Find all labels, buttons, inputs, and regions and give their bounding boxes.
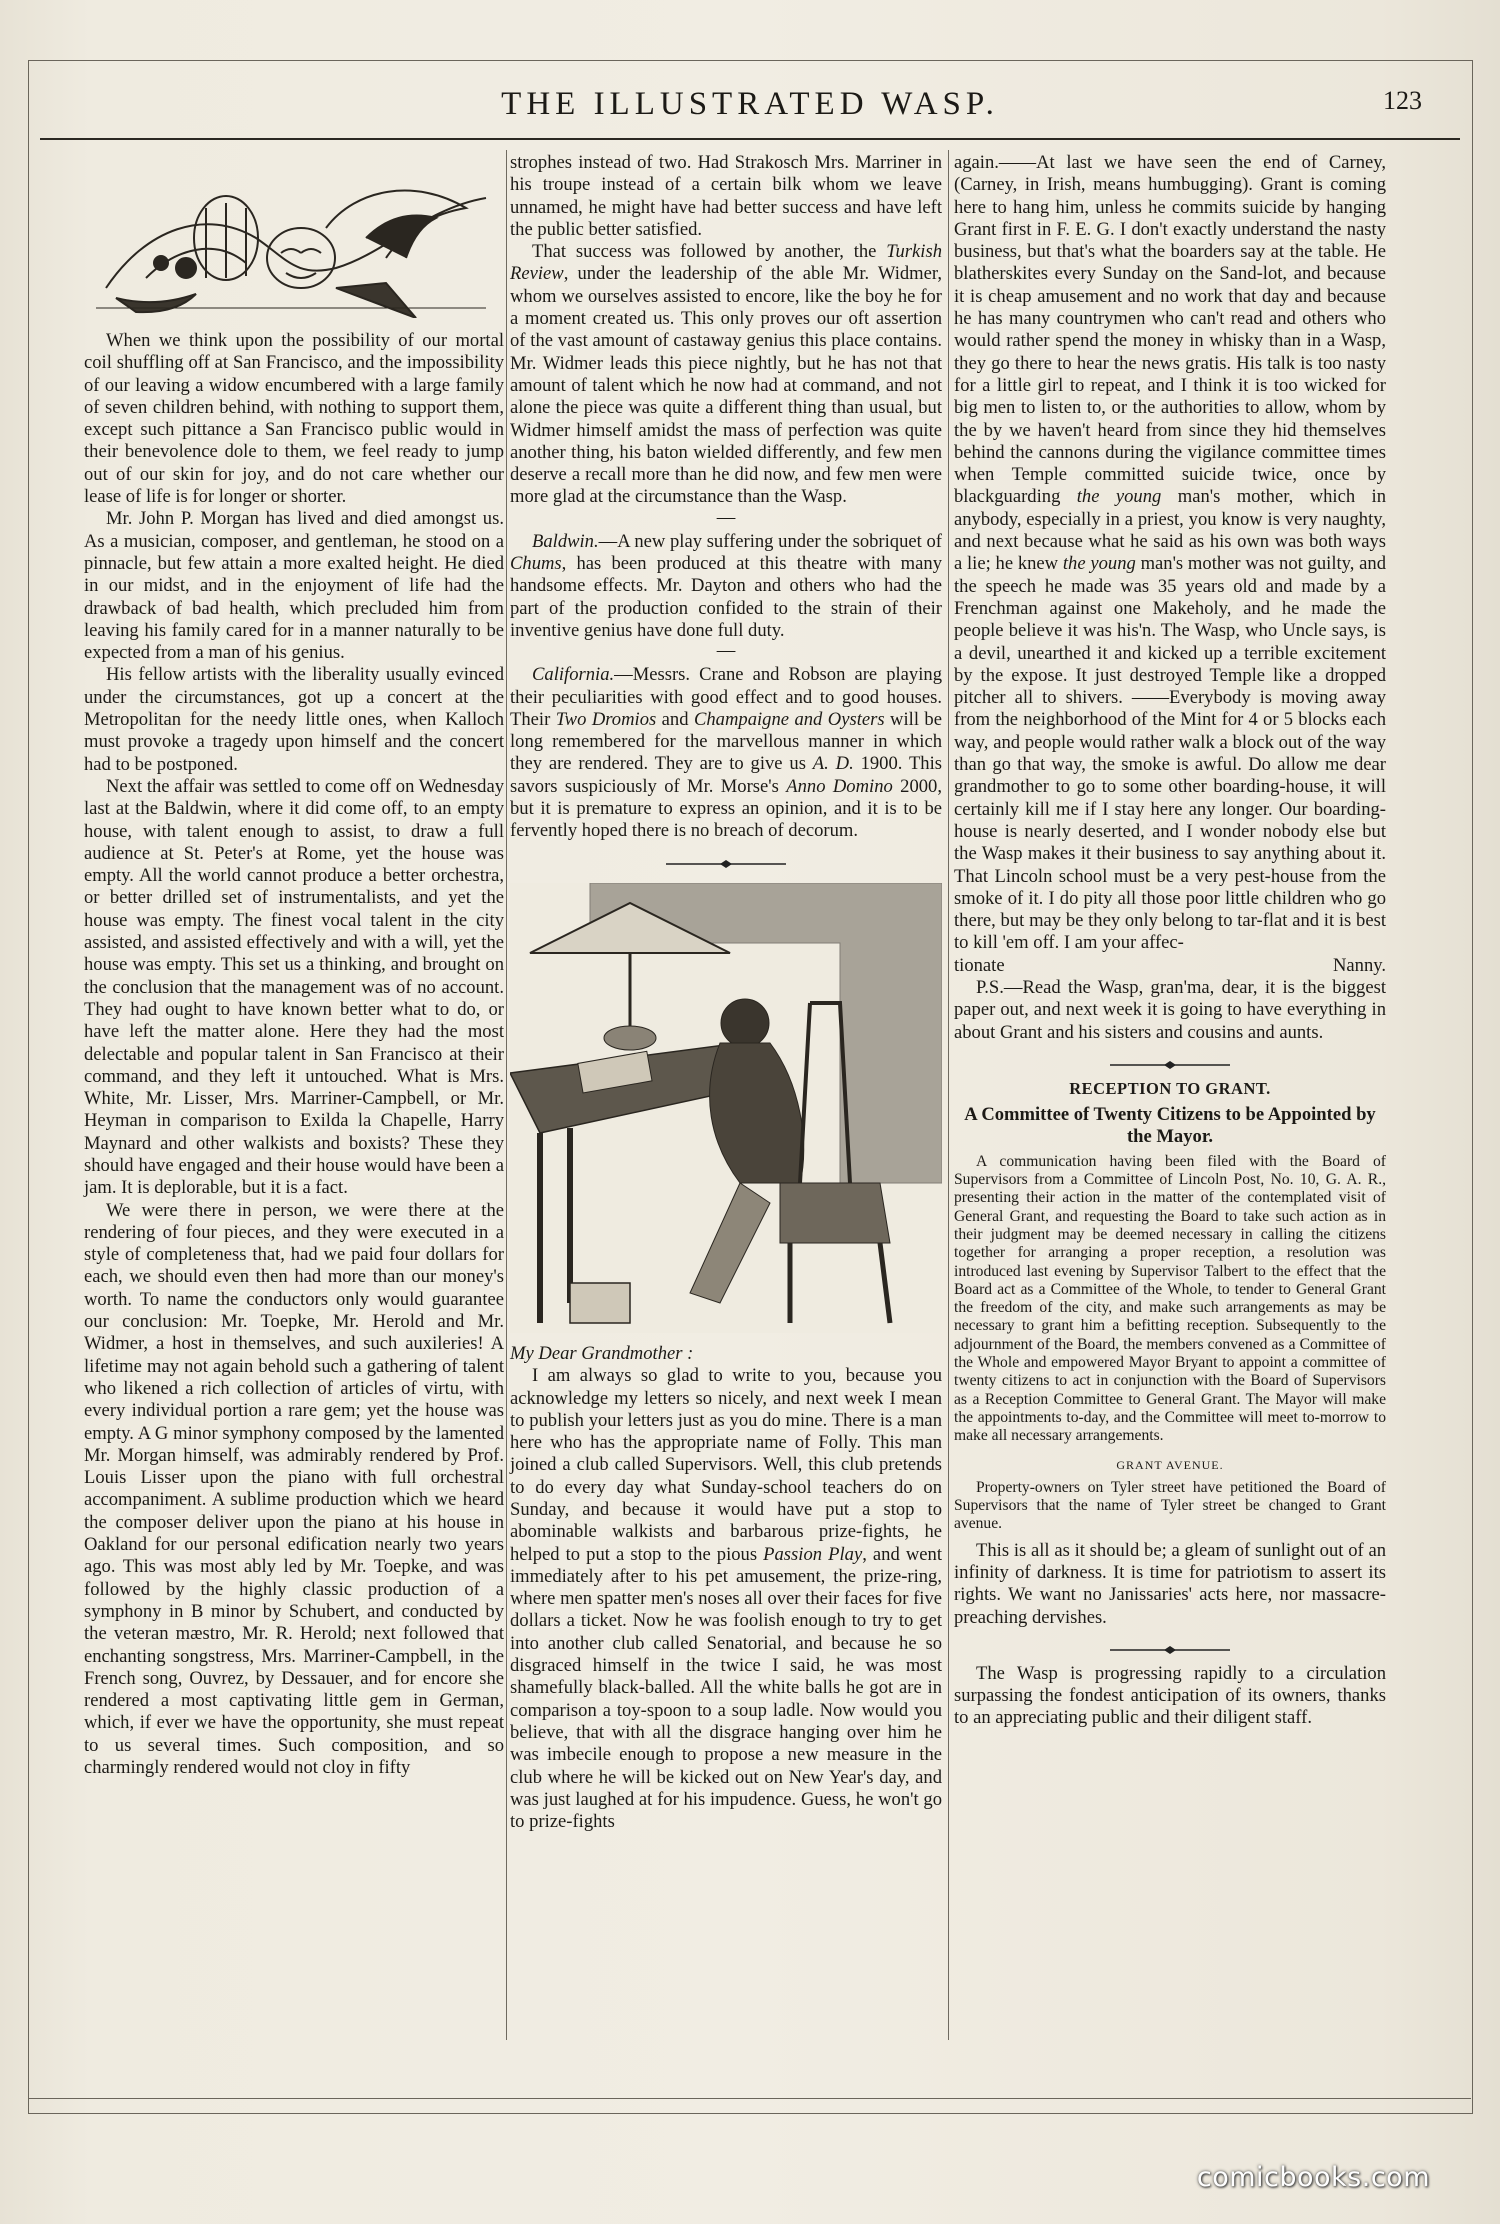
salutation: My Dear Grandmother : [510, 1342, 694, 1364]
column-1 [84, 330, 504, 1779]
paragraph: I am always so glad to write to you, because you acknowledge my letters so nicely, and next week I mean to publish your letters just as you do mine. There is a man here who has the appropriate name of Folly. This man joined a club called Supervisors. Well, this club pretends to do every day what Sunday-school teachers do on Sunday, and because it would have put a stop to abominable walkists and barbarous prize-fights, he helped to put a stop to the pious Passion Play, and went immediately after to his pet amusement, the prize-ring, where men spatter men's noses all over their faces for five dollars a ticket. Now he was foolish enough to try to get into another club called Senatorial, and because he so disgraced himself in the twice I said, he was most shamefully black-balled. All the white balls he got are in comparison a toy-spoon to a soup ladle. Now would you believe, that with all the disgrace hanging over him he was imbecile enough to propose a new measure in the club where he will be kicked out on New Year's day, and was just laughed at for his impudence. Guess, he won't go to prize-fights [510, 1365, 943, 1833]
column-divider [948, 150, 949, 2040]
illustration-girl-writing [510, 883, 942, 1333]
masthead [40, 78, 1460, 138]
section-separator [510, 853, 942, 867]
signature-line [954, 955, 1386, 977]
watermark: comicbooks.com [1196, 2162, 1430, 2193]
section-separator [954, 1639, 1386, 1653]
paragraph: A communication having been filed with the Board of Supervisors from a Committee of Lincoln Post, No. 10, G. A. R., presenting their action in the matter of the contemplated visit of General Grant, and requesting the Board to take such action as in their judgment may be deemed necessary in calling the citizens together for arranging a proper reception, a resolution was introduced last evening by Supervisor Talbert to the effect that the Board act as a Committee of the Whole, to tender to General Grant the freedom of the city, and make such arrangements as may be necessary to grant him a befitting reception. Subsequently to the adjournment of the Board, the members convened as a Committee of the Whole and empowered Mayor Bryant to appoint a committee of twenty citizens to act in conjunction with the Board of Supervisors as a Reception Committee to General Grant. The Mayor will make the appointments to-day, and the Committee will meet to-morrow to make all necessary arrangements. [954, 1152, 1386, 1445]
paragraph: Next the affair was settled to come off on Wednesday last at the Baldwin, where it did come off, to an empty house, with talent enough to assist, to draw a full audience at St. Peter's at Rome, yet the house was empty. All the world cannot produce a better orchestra, or better drilled set of instrumentalists, and yet the house was empty. The finest vocal talent in the city assisted, and assisted effectively and with a will, yet the house was empty. This set us a thinking, and brought on the conclusion that the management was of no account. They had ought to have known better what to do, or have left the matter alone. Here they had the most delectable and popular talent in San Francisco at their command, and they left it untouched. What is Mrs. White, Mr. Lisser, Mrs. Marriner-Campbell, or Mr. Heyman in comparison to Exilda la Chapelle, Harry Maynard and other walkists and boxists? These they should have engaged and their house would have been a jam. It is deplorable, but it is a fact. [84, 775, 504, 1199]
paragraph: Property-owners on Tyler street have petitioned the Board of Supervisors that the name of Tyler street be changed to Grant avenue. [954, 1478, 1386, 1533]
article-subheading: A Committee of Twenty Citizens to be Appointed by the Mayor. [964, 1104, 1376, 1148]
paragraph: That success was followed by another, the Turkish Review, under the leadership of the able Mr. Widmer, whom we ourselves assisted to encore, like the boy he for a moment created us. This only proves our oft assertion of the vast amount of castaway genius this place contains. Mr. Widmer leads this piece nightly, but he has not that amount of talent which he now had at command, and not alone the piece was quite a different thing than usual, but Widmer himself amidst the mass of perfection was quite another thing, his baton wielded differently, and few men deserve a recall more than he did now, and few men were more glad at the circumstance than the Wasp. [510, 241, 942, 508]
section-separator [954, 1054, 1386, 1068]
paragraph: Mr. John P. Morgan has lived and died amongst us. As a musician, composer, and gentleman, he stood on a pinnacle, but few attain a more exalted height. He died in our midst, and in the enjoyment of life had the drawback of bad health, which precluded him from leaving his family cared for in a manner naturally to be expected from a man of his genius. [84, 508, 504, 664]
article-heading: RECEPTION TO GRANT. [1069, 1078, 1271, 1098]
separator-dash: — [716, 506, 736, 528]
paragraph: California.—Messrs. Crane and Robson are playing their peculiarities with good effect and to good houses. Their Two Dromios and Champaigne and Oysters will be long remembered for the marvellous manner in which they are rendered. They are to give us A. D. 1900. This savors suspiciously of Mr. Morse's Anno Domino 2000, but it is premature to express an opinion, and it is to be fervently hoped there is no breach of decorum. [510, 664, 943, 842]
page-number: 123 [1383, 86, 1422, 115]
paragraph: His fellow artists with the liberality usually evinced under the circumstances, got up a concert at the Metropolitan for the needy little ones, when Kalloch must provoke a tragedy upon himself and the concert had to be postponed. [84, 664, 504, 775]
signature-closing: tionate [954, 954, 1005, 976]
separator-dash: — [716, 640, 736, 662]
column-3 [954, 152, 1386, 1730]
decorative-engraving [86, 168, 506, 318]
paragraph: We were there in person, we were there at the rendering of four pieces, and they were executed in a style of completeness that, had we paid four dollars for each, we should even then had more than our money's worth. To name the conductors only would guarantee our conclusion: Mr. Toepke, Mr. Herold and Mr. Widmer, a host in themselves, and such auxileries! A lifetime may not again behold such a gathering of talent who likened a rich collection of articles of virtu, with every individual portion a rare gem; yet the house was empty. A G minor symphony composed by the lamented Mr. Morgan himself, was admirably rendered by Prof. Louis Lisser upon the piano with full orchestral accompaniment. A sublime production which we heard the composer deliver upon the piano at his house in Oakland for our personal edification nearly two years ago. This was most ably led by Mr. Toepke, and was followed by the highly classic production of a symphony in B minor by Schubert, and conducted by the veteran mæstro, Mr. R. Herold; next followed that enchanting songstress, Mrs. Marriner-Campbell, in the French song, Ouvrez, by Dessauer, and for encore she rendered a most captivating little gem in German, which, if ever we have the opportunity, she must repeat to us several times. Such composition, and so charmingly rendered would not cloy in fifty [84, 1199, 504, 1778]
paragraph: again.——At last we have seen the end of Carney, (Carney, in Irish, means humbugging). Grant is coming here to hang him, unless he commits suicide by hanging Grant first in F. E. G. I don't exactly understand the nasty business, but that's what the boarders say at the table. He blatherskites every Sunday on the Sand-lot, and because it is cheap amusement and no work that day and because he has many countrymen who can't read and others who would rather spend the money in whisky than in a Wasp, they go there to hear the news gratis. His talk is too nasty for a little girl to repeat, and I think it is too wicked for big men to listen to, or the authorities to allow, whom by the by we haven't heard from since they hid themselves behind the cannons during the vigilance committee times when Temple committed suicide twice, once by blackguarding the young man's mother, which in anybody, especially in a priest, you know is very naughty, and next because what he said as his own was both ways a lie; he knew the young man's mother was not guilty, and the speech he made was 35 years old and made by a Frenchman against one Makeholy, and he made the people believe it was his'n. The Wasp, who Uncle says, is a devil, unearthed it and kicked up a terrible excitement by the expose. It just destroyed Temple like a dropped pitcher all to shivers. ——Everybody is moving away from the neighborhood of the Mint for 4 or 5 blocks each way, and people would rather walk a block out of the way than go that way, the smoke is awful. Do allow me dear grandmother to go to some other boarding-house, it will certainly kill me if I stay here any longer. Our boarding-house is nearly deserted, and I wonder nobody else but the Wasp makes it their business to say anything about it. That Lincoln school must be a very pest-house from the smoke of it. I do pity all those poor little children who go there, but may be they only belong to tar-flat and it is best to kill 'em off. I am your affec- [954, 152, 1387, 954]
paragraph: When we think upon the possibility of our mortal coil shuffling off at San Francisco, and the impossibility of our leaving a widow encumbered with a large family of seven children behind, with nothing to support them, except such pittance a San Francisco public would in their benevolence dole to them, we feel ready to jump out of our skin for joy, and do not care whether our lease of life is for longer or shorter. [84, 330, 504, 508]
paragraph: P.S.—Read the Wasp, gran'ma, dear, it is the biggest paper out, and next week it is going to have everything in about Grant and his sisters and cousins and aunts. [954, 976, 1386, 1043]
masthead-rule [40, 138, 1460, 140]
publication-title: THE ILLUSTRATED WASP. [501, 86, 999, 122]
paragraph: Baldwin.—A new play suffering under the sobriquet of Chums, has been produced at this theatre with many handsome effects. Mr. Dayton and others who had the part of the production confided to the strain of their inventive genius have done full duty. [510, 530, 942, 641]
column-2 [510, 152, 942, 1833]
sub-heading: GRANT AVENUE. [1116, 1457, 1224, 1472]
column-divider [506, 150, 507, 2040]
paragraph: strophes instead of two. Had Strakosch Mrs. Marriner in his troupe instead of a certain bilk whom we leave unnamed, he might have had better success and have left the public better satisfied. [510, 152, 942, 240]
signature-name: Nanny. [1332, 954, 1386, 976]
paragraph: The Wasp is progressing rapidly to a circulation surpassing the fondest anticipation of its owners, thanks to an appreciating public and their diligent staff. [954, 1662, 1386, 1729]
paragraph: This is all as it should be; a gleam of sunlight out of an infinity of darkness. It is time for patriotism to assert its rights. We want no Janissaries' acts here, nor massacre-preaching dervishes. [954, 1539, 1386, 1628]
bottom-rule [28, 2098, 1471, 2099]
